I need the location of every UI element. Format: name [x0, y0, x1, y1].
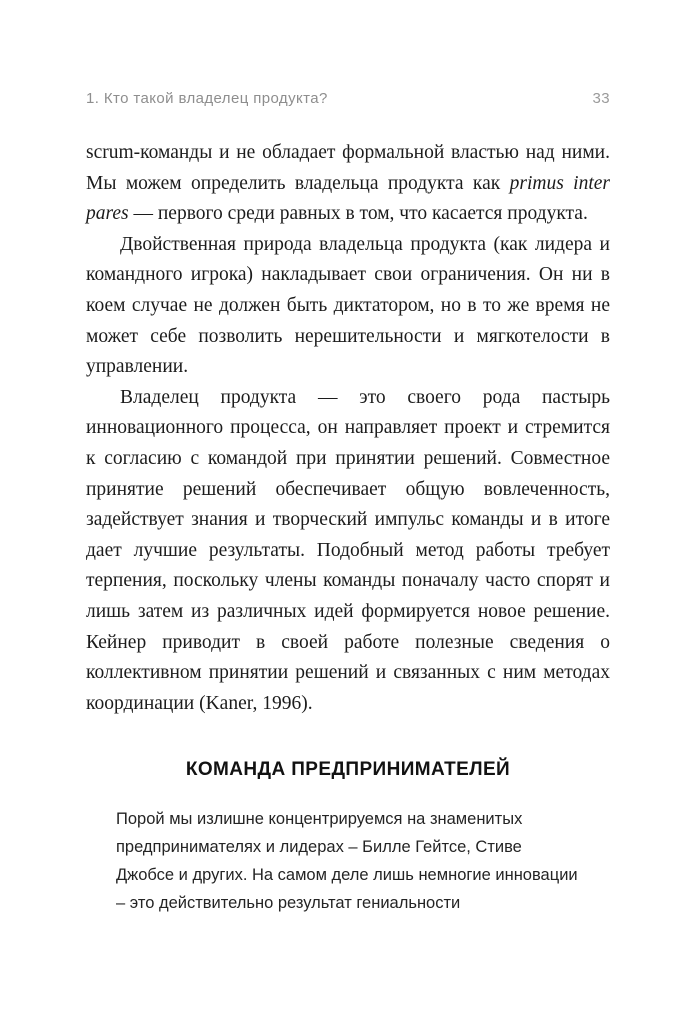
page-number: 33	[592, 90, 610, 107]
page-body	[86, 138, 610, 917]
latin-phrase: primus inter pares	[86, 172, 610, 225]
paragraph: Владелец продукта — это своего рода пастырь инновационного процесса, он направляет проект и стремится к согласию с командой при принятии решений. Совместное принятие решений обеспечивает общую вовлеченность, задействует знания и творческий импульс команды и в итоге дает лучшие результаты. Подобный метод работы требует терпения, поскольку члены команды поначалу часто спорят и лишь затем из различных идей формируется новое решение. Кейнер приводит в своей работе полезные сведения о коллективном принятии решений и связанных с ним методах координации (Kaner, 1996).	[86, 386, 610, 714]
running-chapter-title: 1. Кто такой владелец продукта?	[86, 90, 328, 107]
paragraph: Двойственная природа владельца продукта (как лидера и командного игрока) накладывает свои ограничения. Он ни в коем случае не должен быть диктатором, но в то же время не может себе позволить нерешительности и мягкотелости в управлении.	[86, 233, 610, 378]
page-header	[86, 90, 610, 107]
paragraph-continuation	[86, 138, 610, 230]
paragraph-text: scrum-команды и не обладает формальной властью над ними. Мы можем определить владельца продукта как	[86, 142, 610, 194]
section-heading: КОМАНДА ПРЕДПРИНИМАТЕЛЕЙ	[185, 759, 511, 781]
quote-block: Порой мы излишне концентрируемся на знаменитых предпринимателях и лидерах – Билле Гейтсе, Стиве Джобсе и других. На самом деле лишь немногие инновации – это действительно результат гениальности	[116, 810, 578, 913]
paragraph-text: — первого среди равных в том, что касается продукта.	[128, 203, 588, 225]
